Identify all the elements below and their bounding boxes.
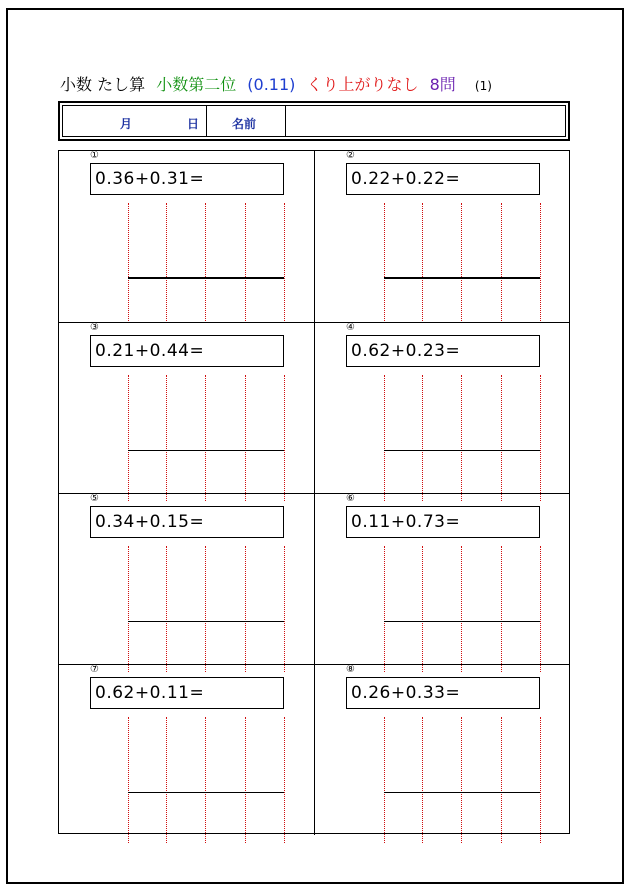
- problem-cell: [59, 493, 314, 664]
- guide-line: [501, 717, 502, 843]
- problem-number: ②: [346, 150, 355, 161]
- name-label: 名前: [232, 117, 257, 131]
- guide-line: [128, 203, 129, 321]
- month-label: 月: [120, 117, 133, 131]
- divider: [206, 106, 207, 136]
- guide-line: [128, 546, 129, 672]
- guide-line: [245, 717, 246, 843]
- answer-line: [128, 450, 284, 451]
- title-sheet-number: (1): [474, 79, 492, 93]
- answer-line: [384, 792, 540, 793]
- problem-number: ⑤: [90, 493, 99, 504]
- guide-line: [284, 203, 285, 321]
- answer-line: [128, 792, 284, 793]
- answer-line: [384, 277, 540, 279]
- guide-line: [205, 546, 206, 672]
- guide-line: [205, 375, 206, 501]
- title-level: 小数第二位: [156, 75, 237, 94]
- problem-expression: 0.36+0.31=: [90, 163, 284, 195]
- guide-line: [540, 375, 541, 501]
- problem-expression: 0.26+0.33=: [346, 677, 540, 709]
- problem-expression: 0.34+0.15=: [90, 506, 284, 538]
- answer-line: [384, 450, 540, 451]
- problem-expression: 0.22+0.22=: [346, 163, 540, 195]
- problem-number: ①: [90, 150, 99, 161]
- problem-expression: 0.62+0.11=: [90, 677, 284, 709]
- guide-line: [422, 203, 423, 321]
- divider: [285, 106, 286, 136]
- problem-cell: [314, 493, 569, 664]
- problem-cell: [59, 664, 314, 835]
- guide-line: [422, 546, 423, 672]
- day-label: 日: [187, 117, 200, 131]
- guide-line: [422, 375, 423, 501]
- guide-line: [166, 717, 167, 843]
- title-example: (0.11): [247, 75, 296, 94]
- guide-line: [461, 717, 462, 843]
- guide-line: [461, 546, 462, 672]
- guide-line: [205, 203, 206, 321]
- guide-line: [128, 717, 129, 843]
- name-date-inner: [62, 105, 566, 137]
- problem-expression: 0.62+0.23=: [346, 335, 540, 367]
- guide-line: [284, 546, 285, 672]
- guide-line: [384, 203, 385, 321]
- guide-line: [205, 717, 206, 843]
- answer-line: [128, 277, 284, 279]
- guide-line: [501, 375, 502, 501]
- guide-line: [166, 546, 167, 672]
- guide-line: [384, 717, 385, 843]
- problem-cell: [59, 322, 314, 493]
- title-condition: くり上がりなし: [306, 75, 419, 94]
- guide-line: [461, 203, 462, 321]
- problem-expression: 0.21+0.44=: [90, 335, 284, 367]
- guide-line: [540, 546, 541, 672]
- problem-number: ③: [90, 322, 99, 333]
- problem-number: ⑥: [346, 493, 355, 504]
- problem-cell: [314, 151, 569, 322]
- guide-line: [501, 203, 502, 321]
- guide-line: [422, 717, 423, 843]
- guide-line: [128, 375, 129, 501]
- guide-line: [384, 546, 385, 672]
- problem-grid: [58, 150, 570, 834]
- guide-line: [166, 375, 167, 501]
- guide-line: [245, 203, 246, 321]
- title-topic: 小数 たし算: [60, 75, 146, 94]
- guide-line: [284, 375, 285, 501]
- problem-number: ⑦: [90, 664, 99, 675]
- problem-cell: [59, 151, 314, 322]
- answer-line: [128, 621, 284, 622]
- guide-line: [245, 375, 246, 501]
- guide-line: [284, 717, 285, 843]
- answer-line: [384, 621, 540, 622]
- problem-number: ⑧: [346, 664, 355, 675]
- guide-line: [540, 203, 541, 321]
- guide-line: [461, 375, 462, 501]
- problem-cell: [314, 664, 569, 835]
- problem-expression: 0.11+0.73=: [346, 506, 540, 538]
- problem-cell: [314, 322, 569, 493]
- problem-number: ④: [346, 322, 355, 333]
- guide-line: [540, 717, 541, 843]
- name-date-box: [58, 101, 570, 141]
- worksheet-title: [60, 74, 580, 98]
- guide-line: [384, 375, 385, 501]
- guide-line: [501, 546, 502, 672]
- guide-line: [245, 546, 246, 672]
- guide-line: [166, 203, 167, 321]
- title-count: 8問: [429, 75, 456, 94]
